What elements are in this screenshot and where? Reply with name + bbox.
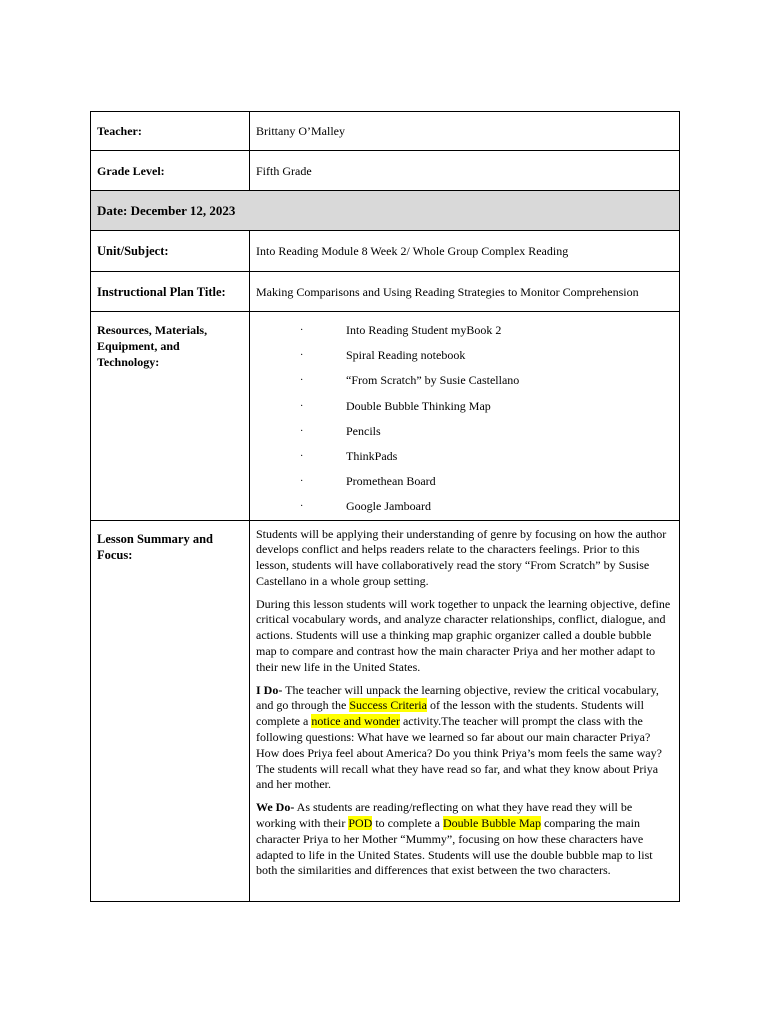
bullet-icon: ·	[300, 425, 304, 437]
we-do-lead: We Do-	[256, 800, 295, 815]
we-do-text-1: As students are reading/reflecting on what they have read they will be working with their	[256, 800, 633, 831]
date-cell	[91, 191, 680, 231]
bullet-icon: ·	[300, 451, 304, 463]
resource-text: “From Scratch” by Susie Castellano	[346, 373, 520, 388]
grade-value-cell	[250, 151, 680, 191]
resource-text: Promethean Board	[346, 474, 436, 489]
bullet-icon: ·	[300, 476, 304, 488]
title-label: Instructional Plan Title:	[97, 284, 226, 299]
resources-label-cell	[91, 312, 250, 521]
title-value: Making Comparisons and Using Reading Strategies to Monitor Comprehension	[256, 284, 639, 299]
summary-paragraph-2: During this lesson students will work together to unpack the learning objective, define critical vocabulary words, and analyze character relationships, conflict, dialogue, and actions. Students will use a thinking map graphic organizer called a double bubble map to compare and contrast how the main character Priya and her mother adapt to their new life in the United States.	[256, 596, 671, 674]
grade-label: Grade Level:	[97, 163, 165, 178]
bullet-icon: ·	[300, 501, 304, 513]
resources-row	[91, 312, 680, 521]
we-do-text-3: comparing the main character Priya to her Mother “Mummy”, focusing on how these characters have adapted to life in the United States. Students will use the double bubble map to list both the similarities and differences that exist between the two characters.	[256, 816, 653, 878]
i-do-text-3: activity.The teacher will prompt the class with the following questions: What have we learned so far about our main character Priya? How does Priya feel about America? Do you think Priya’s mom feels the same way? The students will recall what they have read so far, and what they know about Priya and her mother.	[256, 714, 662, 792]
grade-value: Fifth Grade	[256, 163, 312, 178]
teacher-value: Brittany O’Malley	[256, 124, 345, 138]
resource-text: ThinkPads	[346, 449, 398, 464]
list-item	[256, 318, 673, 343]
highlight-double-bubble-map: Double Bubble Map	[442, 816, 541, 831]
summary-label-cell	[91, 520, 250, 901]
summary-paragraph-i-do	[256, 683, 673, 794]
resource-text: Spiral Reading notebook	[346, 348, 466, 363]
summary-paragraph-we-do	[256, 800, 673, 879]
unit-label: Unit/Subject:	[97, 244, 169, 258]
title-label-cell	[91, 272, 250, 312]
list-item	[256, 368, 673, 393]
list-item	[256, 444, 673, 469]
summary-paragraph-1: Students will be applying their understanding of genre by focusing on how the author develops conflict and helps readers relate to the characters feelings. Prior to this lesson, students will have collaboratively read the story “From Scratch” by Susise Castellano in a whole group setting.	[256, 526, 667, 588]
i-do-lead: I Do-	[256, 682, 283, 697]
summary-value-cell	[250, 520, 680, 901]
summary-text	[256, 521, 673, 880]
bullet-icon: ·	[300, 400, 304, 412]
list-item	[256, 419, 673, 444]
teacher-row	[91, 112, 680, 151]
bullet-icon: ·	[300, 350, 304, 362]
highlight-pod: POD	[348, 816, 373, 831]
list-item	[256, 494, 673, 519]
summary-row	[91, 520, 680, 901]
unit-label-cell	[91, 231, 250, 272]
i-do-text-1: The teacher will unpack the learning objective, review the critical vocabulary, and go through the	[256, 682, 659, 713]
bullet-icon: ·	[300, 375, 304, 387]
we-do-text-2: to complete a	[372, 816, 443, 831]
date-text: Date: December 12, 2023	[97, 202, 236, 218]
resources-label: Resources, Materials, Equipment, and Technology:	[97, 323, 208, 369]
resources-list	[256, 312, 673, 520]
date-row	[91, 191, 680, 231]
highlight-notice-and-wonder: notice and wonder	[311, 714, 400, 729]
title-row	[91, 272, 680, 312]
highlight-success-criteria: Success Criteria	[349, 698, 427, 713]
resource-text: Double Bubble Thinking Map	[346, 398, 491, 413]
summary-label: Lesson Summary and Focus:	[97, 531, 213, 562]
teacher-value-cell	[250, 112, 680, 151]
list-item	[256, 343, 673, 368]
unit-value: Into Reading Module 8 Week 2/ Whole Group Complex Reading	[256, 244, 569, 258]
bullet-icon: ·	[300, 325, 304, 337]
unit-row	[91, 231, 680, 272]
resource-text: Google Jamboard	[346, 499, 431, 514]
unit-value-cell	[250, 231, 680, 272]
i-do-text-2: of the lesson with the students. Students will complete a	[256, 698, 644, 729]
grade-row	[91, 151, 680, 191]
resource-text: Pencils	[346, 423, 381, 438]
title-value-cell	[250, 272, 680, 312]
resources-value-cell	[250, 312, 680, 521]
teacher-label-cell	[91, 112, 250, 151]
grade-label-cell	[91, 151, 250, 191]
lesson-plan-table	[90, 111, 680, 902]
resource-text: Into Reading Student myBook 2	[346, 323, 502, 338]
list-item	[256, 394, 673, 419]
list-item	[256, 469, 673, 494]
teacher-label: Teacher:	[97, 124, 142, 138]
